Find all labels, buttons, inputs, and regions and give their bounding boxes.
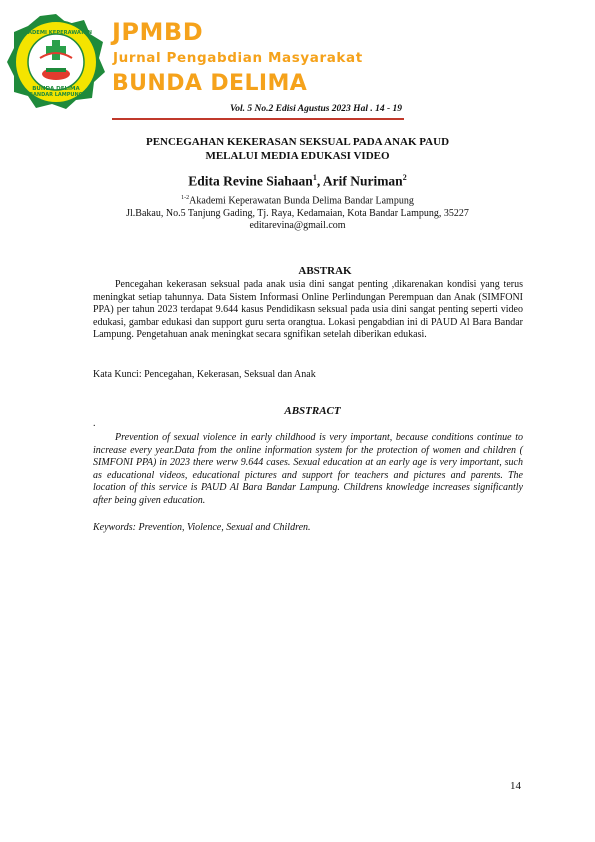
author-2: Arif Nuriman <box>322 173 403 189</box>
stray-dot: . <box>93 418 96 429</box>
affiliation-sup: 1-2 <box>181 195 190 201</box>
author-1: Edita Revine Siahaan <box>188 173 313 189</box>
keywords: Keywords: Prevention, Violence, Sexual and Children. <box>93 522 311 533</box>
affiliation-line-2: Jl.Bakau, No.5 Tanjung Gading, Tj. Raya, Kedamaian, Kota Bandar Lampung, 35227 <box>126 207 469 219</box>
author-1-sup: 1 <box>312 173 317 182</box>
paper-title <box>0 135 595 163</box>
authors <box>0 173 595 190</box>
page-number: 14 <box>510 780 521 792</box>
author-2-sup: 2 <box>402 173 407 182</box>
journal-short-title: JPMBD <box>112 18 204 46</box>
affiliation <box>0 192 595 233</box>
abstract-heading: ABSTRACT <box>284 405 341 417</box>
volume-info: Vol. 5 No.2 Edisi Agustus 2023 Hal . 14 - 19 <box>230 104 402 114</box>
author-email[interactable]: editarevina@gmail.com <box>249 220 346 232</box>
header-rule <box>112 118 404 120</box>
logo-text-top: AKADEMI KEPERAWATAN <box>19 30 93 36</box>
author-separator: , <box>316 173 323 189</box>
abstract-text: Prevention of sexual violence in early childhood is very important, because conditions continue to increase every year.Data from the online information system for the protection of women and children ( SIMFONI PPA) in 2023 there werw 9.644 cases. Sexual education at an early age is very important, such as educational videos, educational pictures and support for teachers and pictures and parents. The location of this service is PAUD Al Bara Bandar Lampung. Childrens knowledge increases significantly after being given education. <box>93 432 523 506</box>
kata-kunci: Kata Kunci: Pencegahan, Kekerasan, Seksual dan Anak <box>93 369 316 380</box>
journal-subtitle: Jurnal Pengabdian Masyarakat <box>113 50 363 66</box>
institution-logo <box>6 12 106 110</box>
abstrak-heading: ABSTRAK <box>298 265 352 277</box>
logo-text-bottom-1: BUNDA DELIMA <box>32 86 80 92</box>
journal-name: BUNDA DELIMA <box>112 71 308 96</box>
title-line-1: PENCEGAHAN KEKERASAN SEKSUAL PADA ANAK PAUD <box>145 136 450 148</box>
logo-text-bottom-2: BANDAR LAMPUNG <box>29 92 83 98</box>
affiliation-line-1: Akademi Keperawatan Bunda Delima Bandar Lampung <box>189 195 414 207</box>
title-line-2: MELALUI MEDIA EDUKASI VIDEO <box>205 150 390 162</box>
abstrak-text: Pencegahan kekerasan seksual pada anak usia dini sangat penting ,dikarenakan kondisi yang terus meningkat setiap tahunnya. Data Sistem Informasi Online Perlindungan Perempuan dan Anak (SIMFONI PPA) per tahun 2023 terdapat 9.644 kasus Pendidikasn seksual pada usia dini sangat penting seperti video edukasi, gambar edukasi dan support guru serta orangtua. Lokasi pengabdian ini di PAUD Al Bara Bandar Lampung. Pengetahuan anak meningkat secara sgnifikan setelah diberikan edukasi. <box>93 279 523 340</box>
